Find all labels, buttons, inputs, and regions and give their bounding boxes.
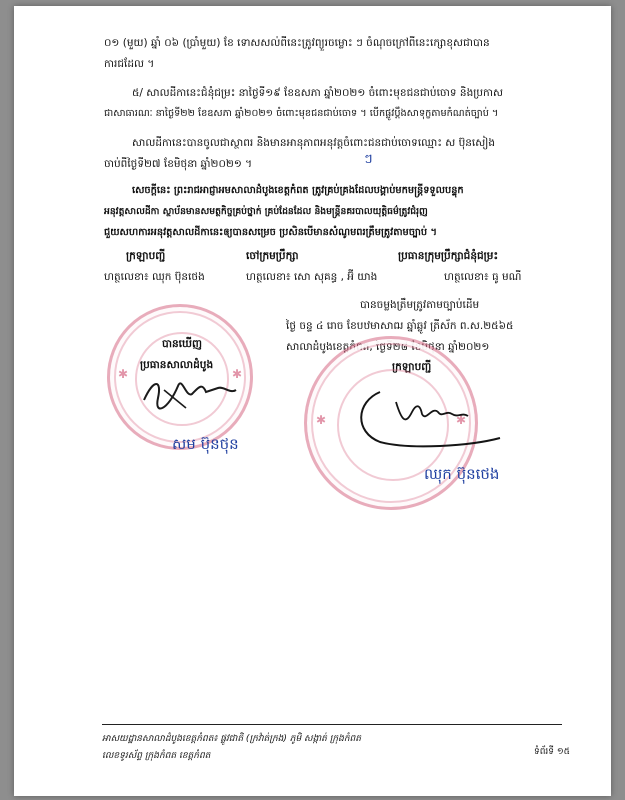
paragraph-5-line-1: ៥/ សាលដីកានេះជំនុំជម្រះ នាថ្ងៃទី១៩ ខែឧសភា ឆ្នាំ២០២១ ចំពោះមុខជនជាប់ចោទ និងប្រកាស — [132, 87, 504, 99]
right-handwritten-name: ឈុក ប៊ុនថេង — [424, 465, 500, 483]
certified-clerk-label: ក្រឡាបញ្ជី — [392, 361, 432, 373]
certified-line-3: សាលាដំបូងខេត្តកំពត, ថ្ងៃទី២៨ ខែមិថុនា ឆ្នាំ២០២១ — [286, 341, 490, 353]
final-paragraph-line-2: ចាប់ពីថ្ងៃទី២៧ ខែមិថុនា ឆ្នាំ២០២១ ។ — [104, 158, 253, 170]
final-paragraph-line-1: សាលដីកានេះបានចូលជាស្ថាពរ និងមានអានុភាពអនុវត្តចំពោះជនជាប់ចោទឈ្មោះ ស ប៊ុនសៀង — [132, 137, 496, 149]
clerk-signature — [350, 382, 510, 454]
official-seal-right: ✱ ✱ — [304, 336, 478, 510]
paragraph-5-line-2: ជាសាធារណៈ នាថ្ងៃទី២២ ខែឧសភា ឆ្នាំ២០២១ ចំពោះមុខជនជាប់ចោទ ។ បើកផ្លូវប្ដឹងសាទុក្ខតាមកំណត់ច្បាប់ ។ — [104, 108, 499, 119]
role-clerk: ក្រឡាបញ្ជី — [126, 250, 166, 262]
footer-address-line-2: លេខទូរស័ព្ទ ក្រុងកំពត ខេត្តកំពត — [102, 751, 211, 761]
intro-line-2: ការជដែល ។ — [104, 58, 155, 70]
document-page — [14, 6, 611, 796]
certified-line-2: ថ្ងៃ ចន្ទ ៤ រោច ខែបឋមាសាឍ ឆ្នាំឆ្លូវ ត្រីស័ក ព.ស.២៥៦៥ — [286, 320, 514, 332]
left-handwritten-name: សម ប៊ុនថុន — [172, 435, 239, 453]
instruction-line-1: សេចក្តីនេះ ព្រះរាជអាជ្ញាអមសាលាដំបូងខេត្តកំពត ត្រូវគ្រប់គ្រងដែលបង្គាប់មកមន្ត្រីទទួលបន្ទុក — [132, 185, 464, 196]
role-president: ប្រធានក្រុមប្រឹក្សាជំនុំជម្រះ — [398, 250, 499, 262]
seen-label: បានឃើញ — [162, 338, 202, 350]
footer-address-line-1: អាសយដ្ឋានសាលាដំបូងខេត្តកំពត៖ ផ្លូវជាតិ (ក្រវ៉ាត់ក្រង) ភូមិ សង្កាត់ ក្រុងកំពត — [102, 734, 361, 744]
president-signature — [134, 368, 244, 418]
page-number: ទំព័រទី ១៥ — [534, 747, 571, 757]
court-president-title: ប្រធានសាលាដំបូង — [140, 359, 214, 371]
intro-line-1: ០១ (មួយ) ឆ្នាំ ០៦ (ប្រាំមួយ) ខែ ទោសសល់ពីនេះត្រូវព្យួរចម្លោះ ៗ ចំណុចក្រៅពីនេះក្សោខុសជាបាន — [104, 37, 490, 49]
certified-line-1: បានចម្លងត្រឹមត្រូវតាមច្បាប់ដើម — [360, 299, 480, 311]
signature-name-president: ហត្ថលេខា៖ ធូ មណី — [444, 271, 522, 283]
signature-name-clerk: ហត្ថលេខា៖ ឈុក ប៊ុនថេង — [104, 271, 205, 283]
instruction-line-3: ជួយសហការអនុវត្តសាលដីកានេះឲ្យបានសម្រេច ប្រសិនបើមានសំណូមពរត្រឹមត្រូវតាមច្បាប់ ។ — [104, 227, 437, 238]
official-seal-left: ✱ ✱ — [107, 304, 253, 450]
signature-name-judge: ហត្ថលេខា៖ សោ សុគន្ធ , អ៊ី យាង — [246, 271, 378, 283]
footer-divider — [102, 724, 562, 725]
instruction-line-2: អនុវត្តសាលដីកា ស្ថាប័នមានសមត្ថកិច្ចគ្រប់ថ្នាក់ គ្រប់ដែនដែល និងមន្ត្រីនគរបាលយុត្តិធម៌ត្រូវជំរុញ — [104, 206, 428, 217]
role-judge: ចៅក្រមប្រឹក្សា — [246, 250, 299, 262]
handwritten-insert: ៗ — [364, 152, 373, 167]
